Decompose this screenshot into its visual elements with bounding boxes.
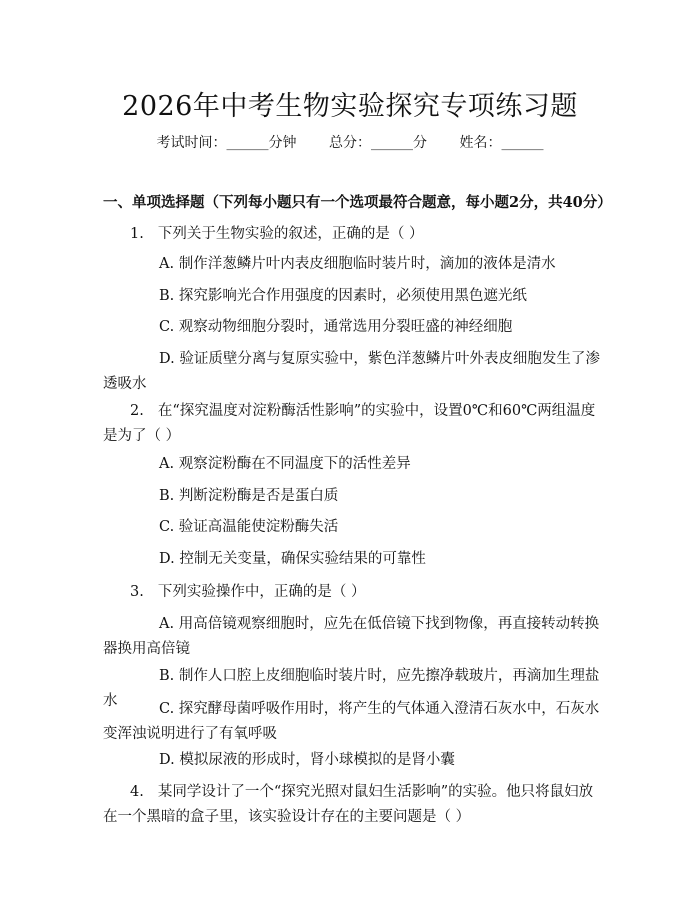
- question-3-option-b: B. 制作人口腔上皮细胞临时装片时，应先擦净载玻片，再滴加生理盐水: [103, 668, 600, 709]
- exam-meta: [0, 132, 700, 152]
- question-1-option-c: C. 观察动物细胞分裂时，通常选用分裂旺盛的神经细胞: [159, 319, 513, 335]
- question-1-option-b: B. 探究影响光合作用强度的因素时，必须使用黑色遮光纸: [159, 288, 527, 304]
- question-stem: 在“探究温度对淀粉酶活性影响”的实验中，设置0℃和60℃两组温度是为了（ ）: [103, 403, 596, 444]
- question-1-option-d: D. 验证质壁分离与复原实验中，紫色洋葱鳞片叶外表皮细胞发生了渗透吸水: [103, 351, 600, 392]
- question-3-option-c: C. 探究酵母菌呼吸作用时，将产生的气体通入澄清石灰水中，石灰水变浑浊说明进行了有氧呼吸: [103, 701, 600, 742]
- question-number: 3.: [130, 584, 144, 600]
- question-1-option-a: A. 制作洋葱鳞片叶内表皮细胞临时装片时，滴加的液体是清水: [159, 256, 556, 272]
- question-number: 2.: [130, 403, 144, 419]
- question-number: 1.: [130, 226, 144, 242]
- question-2-option-a: A. 观察淀粉酶在不同温度下的活性差异: [159, 456, 411, 472]
- question-3-option-a: A. 用高倍镜观察细胞时，应先在低倍镜下找到物像，再直接转动转换器换用高倍镜: [103, 616, 600, 657]
- total-score-field: 总分：______分: [329, 135, 427, 151]
- section-heading: 一、单项选择题（下列每小题只有一个选项最符合题意，每小题2分，共40分）: [103, 194, 612, 211]
- question-2: [103, 399, 603, 449]
- question-stem: 下列实验操作中，正确的是（ ）: [157, 584, 366, 600]
- question-number: 4.: [130, 784, 144, 800]
- question-4: [103, 780, 603, 830]
- question-3-option-d: D. 模拟尿液的形成时，肾小球模拟的是肾小囊: [159, 752, 455, 768]
- question-stem: 下列关于生物实验的叙述，正确的是（ ）: [157, 226, 424, 242]
- question-1: [103, 222, 603, 247]
- question-2-option-d: D. 控制无关变量，确保实验结果的可靠性: [159, 551, 426, 567]
- name-field: 姓名：______: [459, 135, 544, 151]
- question-2-option-b: B. 判断淀粉酶是否是蛋白质: [159, 488, 339, 504]
- question-stem: 某同学设计了一个“探究光照对鼠妇生活影响”的实验。他只将鼠妇放在一个黑暗的盒子里，该实验设计存在的主要问题是（ ）: [103, 784, 594, 825]
- question-2-option-c: C. 验证高温能使淀粉酶失活: [159, 519, 339, 535]
- exam-time-field: 考试时间：______分钟: [156, 135, 297, 151]
- question-3: [103, 580, 603, 605]
- page-title: 2026年中考生物实验探究专项练习题: [122, 91, 578, 122]
